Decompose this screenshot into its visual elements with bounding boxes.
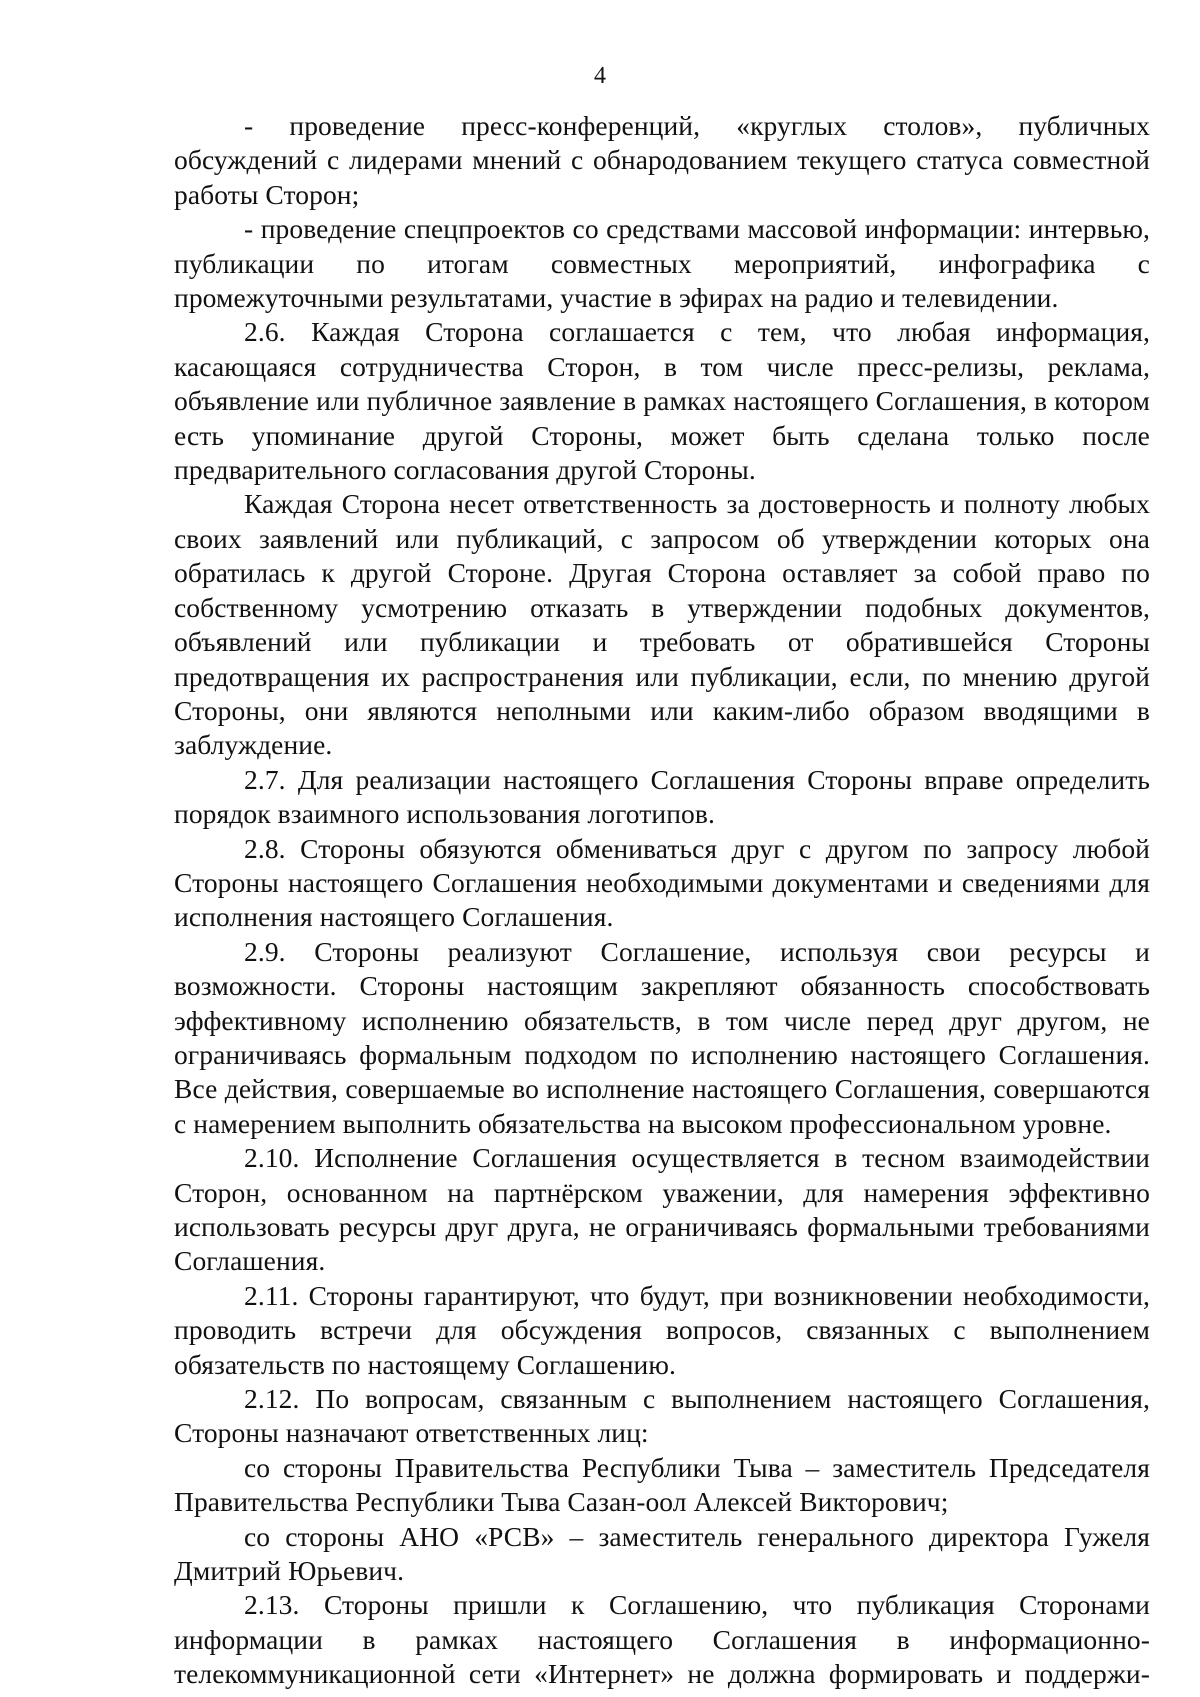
paragraph-2-10: 2.10. Исполнение Соглашения осуществляется в тесном взаимодействии Сторон, основанном на партнёрском уважении, для намерения эффективно использовать ресурсы друг друга, не ограничиваясь формальными требованиями Соглашения. [174,1142,1150,1277]
paragraph-2-13: 2.13. Стороны пришли к Соглашению, что публикация Сторонами информации в рамках настоящего Соглашения в информационно-телекоммуникационной сети «Интернет» не должна формировать и поддержи- [174,1589,1150,1690]
document-body [174,109,1150,1692]
paragraph-2-6: 2.6. Каждая Сторона соглашается с тем, что любая информация, касающаяся сотрудничества Сторон, в том числе пресс-релизы, реклама, объявление или публичное заявление в рамках настоящего Соглашения, в котором есть упоминание другой Стороны, может быть сделана только после предварительного согласования другой Стороны. [174,316,1150,486]
paragraph-ano-contact: со стороны АНО «РСВ» – заместитель генерального директора Гужеля Дмитрий Юрьевич. [174,1520,1150,1587]
paragraph-press-conferences: - проведение пресс-конференций, «круглых столов», публичных обсуждений с лидерами мнений с обнародованием текущего статуса совместной работы Сторон; [174,110,1150,210]
paragraph-responsibility: Каждая Сторона несет ответственность за достоверность и полноту любых своих заявлений или публикаций, с запросом об утверждении которых она обратилась к другой Стороне. Другая Сторона оставляет за собой право по собственному усмотрению отказать в утверждении подобных документов, объявлений или публикации и требовать от обратившейся Стороны предотвращения их распространения или публикации, если, по мнению другой Стороны, они являются неполными или каким-либо образом вводящими в заблуждение. [174,488,1150,761]
paragraph-2-7: 2.7. Для реализации настоящего Соглашения Стороны вправе определить порядок взаимного использования логотипов. [174,763,1150,830]
paragraph-2-9: 2.9. Стороны реализуют Соглашение, используя свои ресурсы и возможности. Стороны настоящим закрепляют обязанность способствовать эффективному исполнению обязательств, в том числе перед друг другом, не ограничиваясь формальным подходом по исполнению настоящего Соглашения. Все действия, совершаемые во исполнение настоящего Соглашения, совершаются с намерением выполнить обязательства на высоком профессиональном уровне. [174,935,1150,1139]
paragraph-special-projects: - проведение спецпроектов со средствами массовой информации: интервью, публикации по итогам совместных мероприятий, инфографика с промежуточными результатами, участие в эфирах на радио и телевидении. [174,213,1150,314]
paragraph-government-contact: со стороны Правительства Республики Тыва – заместитель Председателя Правительства Республики Тыва Сазан-оол Алексей Викторович; [174,1451,1150,1518]
paragraph-2-11: 2.11. Стороны гарантируют, что будут, при возникновении необходимости, проводить встречи для обсуждения вопросов, связанных с выполнением обязательств по настоящему Соглашению. [174,1279,1150,1380]
page-number: 4 [594,63,606,89]
paragraph-2-12: 2.12. По вопросам, связанным с выполнением настоящего Соглашения, Стороны назначают ответственных лиц: [174,1383,1150,1449]
paragraph-2-8: 2.8. Стороны обязуются обмениваться друг с другом по запросу любой Стороны настоящего Соглашения необходимыми документами и сведениями для исполнения настоящего Соглашения. [174,832,1150,933]
